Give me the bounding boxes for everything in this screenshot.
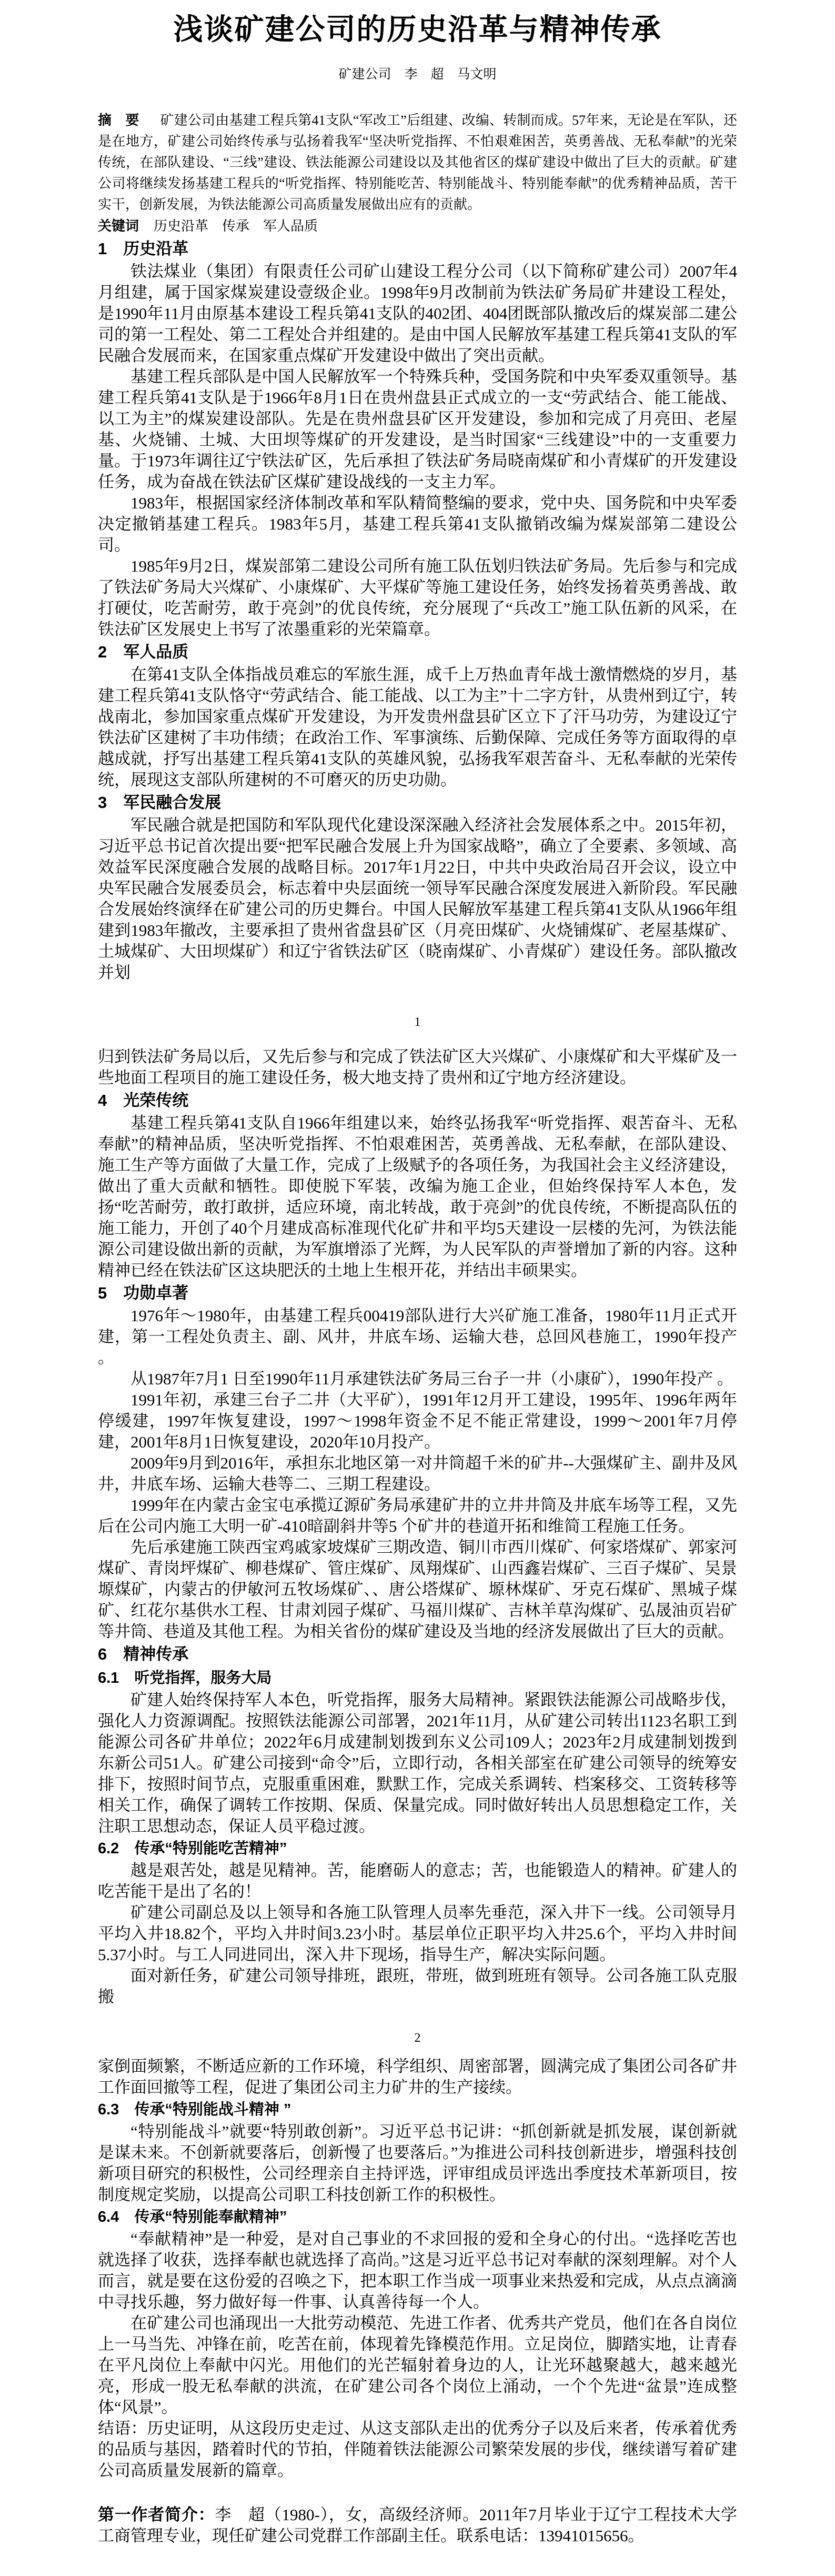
page-number-2: 2 [414,2031,421,2045]
conclusion-paragraph: 结语：历史证明，从这段历史走过、从这支部队走出的优秀分子以及后来者，传承着优秀的品质与基因，踏着时代的节拍，伴随着铁法能源公司繁荣发展的步伐，继续谱写着矿建公司高质量发展新的篇章。 [98,2419,737,2480]
section-6-1-heading: 6.1 听党指挥，服务大局 [98,1670,272,1686]
keywords [98,215,737,237]
section-5-heading: 5 功勋卓著 [98,1284,189,1302]
section-6-2-heading: 6.2 传承“特别能吃苦精神” [98,1840,287,1857]
author-note-text: 李 超（1980-），女，高级经济师。2011年7月毕业于辽宁工程技术大学工商管理专业，现任矿建公司党群工作部副主任。联系电话：13941015656。 [98,2505,738,2545]
section-1-heading: 1 历史沿革 [98,239,189,258]
section-6-heading: 6 精神传承 [98,1645,189,1663]
page-number-1: 1 [414,1015,421,1029]
section-3-paragraph-continued: 归到铁法矿务局以后，又先后参与和完成了铁法矿区大兴煤矿、小康煤矿和大平煤矿及一些地面工程项目的施工建设任务，极大地支持了贵州和辽宁地方经济建设。 [98,1047,737,1087]
abstract-text: 矿建公司由基建工程兵第41支队“军改工”后组建、改编、转制而成。57年来，无论是在军队，还是在地方，矿建公司始终传承与弘扬着我军“坚决听党指挥、不怕艰难困苦，英勇善战、无私奉献”的光荣传统，在部队建设、“三线”建设、铁法能源公司建设以及其他省区的煤矿建设中做出了巨大的贡献。矿建公司将继续发扬基建工程兵的“听党指挥、特别能吃苦、特别能战斗、特别能奉献”的优秀精神品质，苦干实干，创新发展，为铁法能源公司高质量发展做出应有的贡献。 [98,113,737,212]
section-1-paragraph: 1985年9月2日，煤炭部第二建设公司所有施工队伍划归铁法矿务局。先后参与和完成了铁法矿务局大兴煤矿、小康煤矿、大平煤矿等施工建设任务，始终发扬着英勇善战、敢打硬仗，吃苦耐劳，敢于亮剑”的优良传统，充分展现了“兵改工”施工队伍新的风采，在铁法矿区发展史上书写了浓墨重彩的光荣篇章。 [98,557,737,638]
keywords-text: 历史沿革 传承 军人品质 [154,218,318,234]
section-6-1-paragraph: 矿建人始终保持军人本色，听党指挥，服务大局精神。紧跟铁法能源公司战略步伐，强化人力资源调配。按照铁法能源公司部署，2021年11月，从矿建公司转出1123名职工到能源公司各矿井单位；2022年6月成建制划拨到东义公司109人；2023年2月成建制划拨到东新公司51人。矿建公司接到“命令”后，立即行动，各相关部室在矿建公司领导的统筹安排下，按照时间节点，克服重重困难，默默工作，完成关系调转、档案移交、工资转移等相关工作，确保了调转工作按期、保质、保量完成。同时做好转出人员思想稳定工作，关注职工思想动态，保证人员平稳过渡。 [98,1691,737,1835]
section-6-4-paragraph: 在矿建公司也涌现出一大批劳动模范、先进工作者、优秀共产党员，他们在各自岗位上一马当先、冲锋在前，吃苦在前，体现着先锋模范作用。立足岗位，脚踏实地，让青春在平凡岗位上奉献中闪光。用他们的光芒辐射着身边的人，让光环越聚越大，越来越光亮，形成一股无私奉献的洪流，在矿建公司各个岗位上涌动，一个个先进“盆景”连成整体“风景”。 [98,2314,737,2417]
author-note [98,2504,737,2547]
section-6-4-paragraph: “奉献精神”是一种爱，是对自己事业的不求回报的爱和全身心的付出。“选择吃苦也就选择了收获，选择奉献也就选择了高尚。”这是习近平总书记对奉献的深刻理解。对个人而言，就是要在这份爱的召唤之下，把本职工作当成一项事业来热爱和完成，从点点滴滴中寻找乐趣，努力做好每一件事、认真善待每一个人。 [98,2230,737,2311]
section-2-paragraph: 在第41支队全体指战员难忘的军旅生涯，成千上万热血青年战士激情燃烧的岁月，基建工程兵第41支队恪守“劳武结合、能工能战、以工为主”十二字方针，从贵州到辽宁，转战南北，参加国家重点煤矿开发建设，为开发贵州盘县矿区立下了汗马功劳，为建设辽宁铁法矿区建树了丰功伟绩；在政治工作、军事演练、后勤保障、完成任务等方面取得的卓越成就，抒写出基建工程兵第41支队的英雄风貌，弘扬我军艰苦奋斗、无私奉献的光荣传统，展现这支部队所建树的不可磨灭的历史功勋。 [98,665,737,789]
section-6-2-paragraph: 越是艰苦处，越是见精神。苦，能磨砺人的意志；苦，也能锻造人的精神。矿建人的吃苦能干是出了名的！ [98,1861,737,1901]
section-6-2-paragraph-continued: 家倒面频繁，不断适应新的工作环境，科学组织、周密部署，圆满完成了集团公司各矿井工作面回撤等工程，促进了集团公司主力矿井的生产接续。 [98,2057,737,2096]
section-3-heading: 3 军民融合发展 [98,793,222,812]
section-6-2-paragraph: 矿建公司副总及以上领导和各施工队管理人员率先垂范，深入井下一线。公司领导月平均入井18.82个，平均入井时间3.23小时。基层单位正职平均入井25.6个，平均入井时间5.37小时。与工人同进同出，深入井下现场，指导生产，解决实际问题。 [98,1903,737,1964]
section-1-paragraph: 基建工程兵部队是中国人民解放军一个特殊兵种，受国务院和中央军委双重领导。基建工程兵第41支队是于1966年8月1日在贵州盘县正式成立的一支“劳武结合、能工能战、以工为主”的煤炭建设部队。先是在贵州盘县矿区开发建设，参加和完成了月亮田、老屋基、火烧铺、土城、大田坝等煤矿的开发建设，是当时国家“三线建设”中的一支重要力量。于1973年调往辽宁铁法矿区，先后承担了铁法矿务局晓南煤矿和小青煤矿的开发建设任务，成为奋战在铁法矿区煤矿建设战线的一支主力军。 [98,367,737,491]
section-1-paragraph: 1983年，根据国家经济体制改革和军队精简整编的要求，党中央、国务院和中央军委决定撤销基建工程兵。1983年5月，基建工程兵第41支队撤销改编为煤炭部第二建设公司。 [98,494,737,554]
section-6-3-paragraph: “特别能战斗”就要“特别敢创新”。习近平总书记讲：“抓创新就是抓发展，谋创新就是谋未来。不创新就要落后，创新慢了也要落后。”为推进公司科技创新进步，增强科技创新项目研究的积极性，公司经理亲自主持评选，评审组成员评选出季度技术革新项目，按制度规定奖励，以提高公司职工科技创新工作的积极性。 [98,2122,737,2204]
doc-title: 浅谈矿建公司的历史沿革与精神传承 [173,13,662,46]
section-6-4-heading: 6.4 传承“特别能奉献精神” [98,2209,287,2225]
keywords-label: 关键词 [98,218,139,234]
section-5-paragraph: 1991年初，承建三台子二井（大平矿），1991年12月开工建设，1995年、1996年两年停缓建，1997年恢复建设，1997～1998年资金不足不能正常建设，1999～2001年7月停建，2001年8月1日恢复建设，2020年10月投产。 [98,1391,737,1451]
section-3-paragraph: 军民融合就是把国防和军队现代化建设深深融入经济社会发展体系之中。2015年初，习近平总书记首次提出要“把军民融合发展上升为国家战略”，确立了全要素、多领域、高效益军民深度融合发展的战略目标。2017年1月22日，中共中央政治局召开会议，设立中央军民融合发展委员会，标志着中央层面统一领导军民融合深度发展进入新阶段。军民融合发展始终演绎在矿建公司的历史舞台。中国人民解放军基建工程兵第41支队从1966年组建到1983年撤改，主要承担了贵州省盘县矿区（月亮田煤矿、火烧铺煤矿、老屋基煤矿、土城煤矿、大田坝煤矿）和辽宁省铁法矿区（晓南煤矿、小青煤矿）建设任务。部队撤改并划 [98,816,737,982]
section-6-2-paragraph: 面对新任务，矿建公司领导排班，跟班，带班，做到班班有领导。公司各施工队克服搬 [98,1966,737,2006]
author-note-label: 第一作者简介： [98,2505,215,2524]
section-5-paragraph: 2009年9月到2016年，承担东北地区第一对井筒超千米的矿井--大强煤矿主、副井及风井，井底车场、运输大巷等二、三期工程建设。 [98,1454,737,1493]
section-4-heading: 4 光荣传统 [98,1091,189,1110]
abstract [98,109,737,215]
section-5-paragraph: 1999年在内蒙古金宝屯承揽辽源矿务局承建矿井的立井井筒及井底车场等工程，又先后在公司内施工大明一矿-410暗副斜井等5 个矿井的巷道开拓和维简工程施工任务。 [98,1496,737,1535]
section-2-heading: 2 军人品质 [98,643,189,661]
section-5-paragraph: 先后承建施工陕西宝鸡戚家坡煤矿三期改造、铜川市西川煤矿、何家塔煤矿、郭家河煤矿、青岗坪煤矿、柳巷煤矿、管庄煤矿、凤翔煤矿、山西鑫岩煤矿、三百子煤矿、吴景塬煤矿，内蒙古的伊敏河五牧场煤矿、、唐公塔煤矿、塬林煤矿、牙克石煤矿、黑城子煤矿、红花尔基供水工程、甘肃刘园子煤矿、马福川煤矿、吉林羊草沟煤矿、弘晟油页岩矿等井筒、巷道及其他工程。为相关省份的煤矿建设及当地的经济发展做出了巨大的贡献。 [98,1538,737,1641]
section-1-paragraph: 铁法煤业（集团）有限责任公司矿山建设工程分公司（以下简称矿建公司）2007年4月组建，属于国家煤炭建设壹级企业。1998年9月改制前为铁法矿务局矿井建设工程处，是1990年11月由原基本建设工程兵第41支队的402团、404团既部队撤改后的煤炭部二建公司的第一工程处、第二工程处合并组建的。是由中国人民解放军基建工程兵第41支队的军民融合发展而来，在国家重点煤矿开发建设中做出了突出贡献。 [98,262,737,365]
section-5-paragraph: 1976年～1980年，由基建工程兵00419部队进行大兴矿施工准备，1980年11月正式开建，第一工程处负责主、副、风井，井底车场、运输大巷，总回风巷施工，1990年投产 。 [98,1306,737,1367]
byline: 矿建公司 李 超 马文明 [338,67,497,82]
abstract-label: 摘 要 [98,112,139,128]
section-6-3-heading: 6.3 传承“特别能战斗精神 ” [98,2101,291,2118]
section-4-paragraph: 基建工程兵第41支队自1966年组建以来，始终弘扬我军“听党指挥、艰苦奋斗、无私奉献”的精神品质，坚决听党指挥、不怕艰难困苦，英勇善战、无私奉献，在部队建设、施工生产等方面做了大量工作，完成了上级赋予的各项任务，为我国社会主义经济建设，做出了重大贡献和牺牲。即使脱下军装，改编为施工企业，但始终保持军人本色，发扬“吃苦耐劳，敢打敢拼，适应环境，南北转战，敢于亮剑”的优良传统，不断提高队伍的施工能力，开创了40个月建成高标准现代化矿井和平均5天建设一层楼的先河，为铁法能源公司建设做出新的贡献，为军旗增添了光辉，为人民军队的声誉增加了新的内容。这种精神已经在铁法矿区这块肥沃的土地上生根开花，并结出丰硕果实。 [98,1114,737,1280]
section-5-paragraph: 从1987年7月1 日至1990年11月承建铁法矿务局三台子一井（小康矿），1990年投产 。 [130,1370,733,1388]
